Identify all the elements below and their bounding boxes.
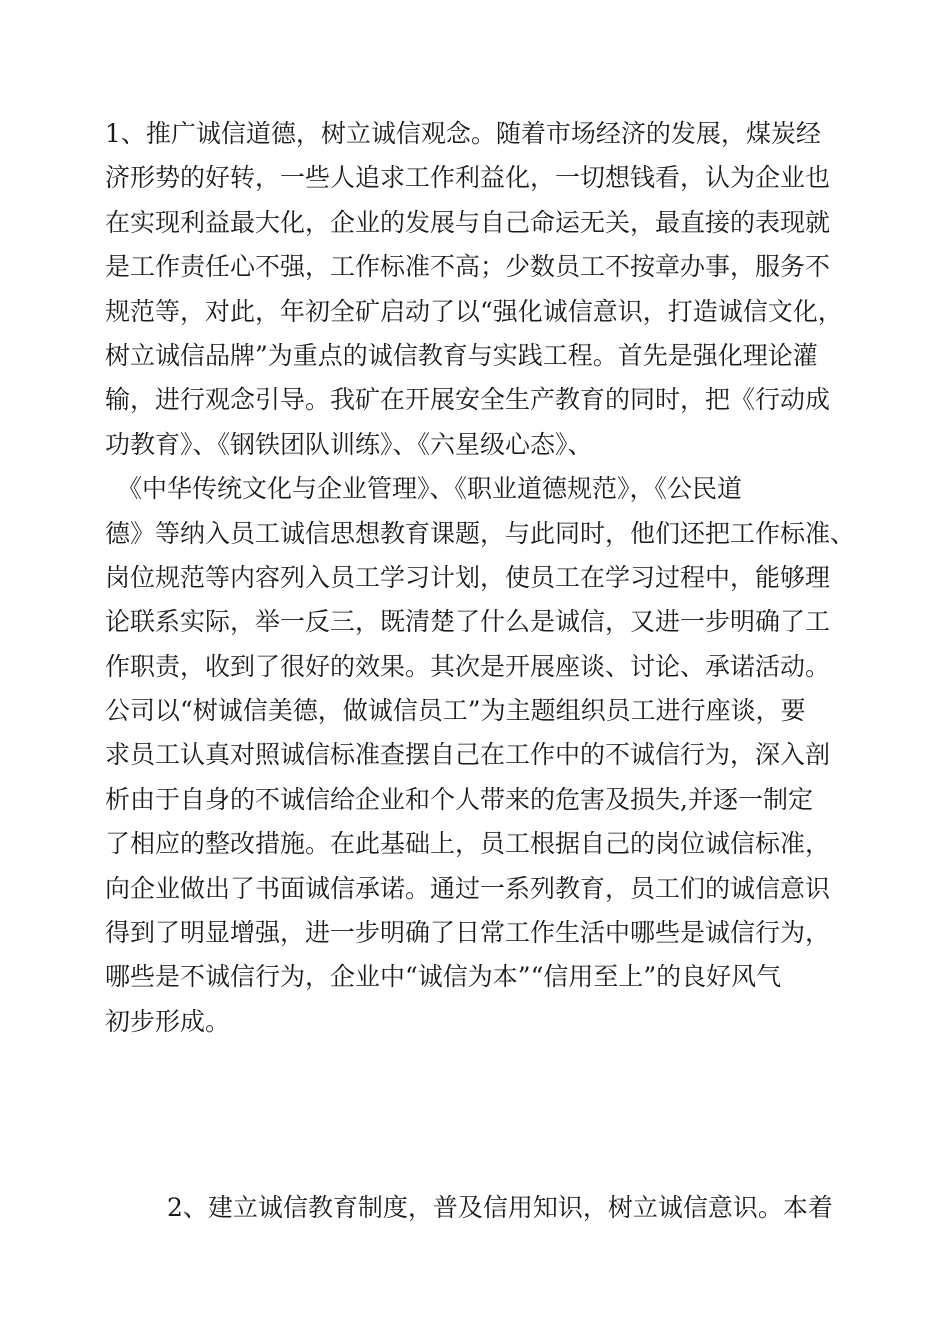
text-line: 向企业做出了书面诚信承诺。通过一系列教育，员工们的诚信意识: [105, 873, 831, 903]
text-line: 1、推广诚信道德，树立诚信观念。随着市场经济的发展，煤炭经: [105, 119, 821, 148]
paragraph-1: [105, 112, 855, 1044]
text-line: 功教育》、《钢铁团队训练》、《六星级心态》、: [105, 429, 593, 459]
text-line: 析由于自身的不诚信给企业和个人带来的危害及损失,并逐一制定: [105, 784, 813, 814]
text-line: 得到了明显增强，进一步明确了日常工作生活中哪些是诚信行为，: [105, 918, 831, 948]
text-line: 规范等，对此，年初全矿启动了以“强化诚信意识，打造诚信文化，: [105, 296, 843, 326]
text-line: 2、建立诚信教育制度，普及信用知识，树立诚信意识。本着: [167, 1193, 833, 1222]
text-line: 在实现利益最大化，企业的发展与自己命运无关，最直接的表现就: [105, 207, 831, 237]
text-line: 《中华传统文化与企业管理》、《职业道德规范》，《公民道: [117, 474, 743, 504]
text-line: 求员工认真对照诚信标准查摆自己在工作中的不诚信行为，深入剖: [105, 740, 831, 770]
text-line: 公司以“树诚信美德，做诚信员工”为主题组织员工进行座谈，要: [105, 696, 806, 726]
text-line: 德》等纳入员工诚信思想教育课题，与此同时，他们还把工作标准、: [105, 518, 855, 548]
text-line: 济形势的好转，一些人追求工作利益化，一切想钱看，认为企业也: [105, 163, 831, 193]
text-line: 是工作责任心不强，工作标准不高；少数员工不按章办事，服务不: [105, 252, 831, 282]
text-line: 树立诚信品牌”为重点的诚信教育与实践工程。首先是强化理论灌: [105, 340, 818, 370]
text-line: 哪些是不诚信行为，企业中“诚信为本”“信用至上”的良好风气: [105, 962, 782, 992]
text-line: 论联系实际，举一反三，既清楚了什么是诚信，又进一步明确了工: [105, 607, 831, 637]
text-line: 岗位规范等内容列入员工学习计划，使员工在学习过程中，能够理: [105, 562, 831, 592]
text-line: 输，进行观念引导。我矿在开展安全生产教育的同时，把《行动成: [105, 385, 831, 415]
paragraph-2: [105, 1186, 855, 1230]
text-line: 初步形成。: [105, 1006, 231, 1036]
text-line: 了相应的整改措施。在此基础上，员工根据自己的岗位诚信标准，: [105, 829, 831, 859]
text-line: 作职责，收到了很好的效果。其次是开展座谈、讨论、承诺活动。: [105, 651, 831, 681]
